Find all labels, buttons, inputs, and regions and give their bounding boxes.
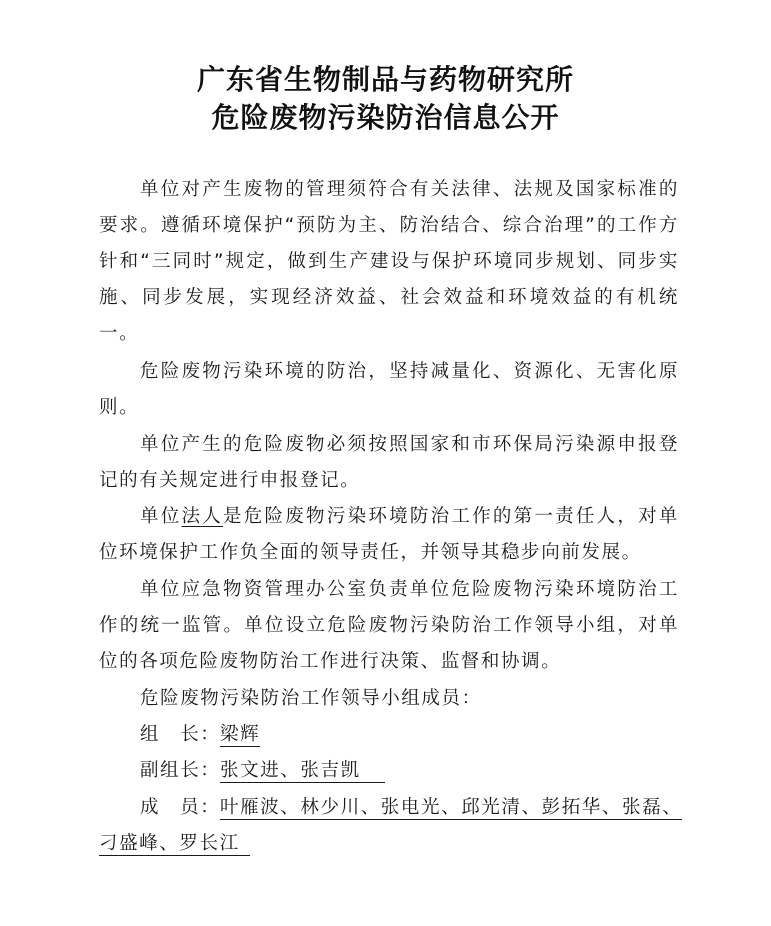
paragraph-group-members-intro: 危险废物污染防治工作领导小组成员：	[140, 688, 482, 709]
leader-row	[140, 717, 260, 753]
paragraph-supervision: 单位应急物资管理办公室负责单位危险废物污染环境防治工作的统一监管。单位设立危险废物污染防治工作领导小组，对单位的各项危险废物防治工作进行决策、监督和协调。	[99, 579, 679, 672]
deputy-label: 副组长：	[140, 760, 221, 781]
members-row-continued	[99, 826, 250, 862]
leader-name: 梁辉	[220, 724, 261, 745]
document-title-line1: 广东省生物制品与药物研究所	[196, 63, 574, 96]
paragraph-registration: 单位产生的危险废物必须按照国家和市环保局污染源申报登记的有关规定进行申报登记。	[99, 434, 679, 491]
members-row	[140, 790, 682, 826]
paragraph-responsibility	[99, 499, 679, 571]
responsibility-suffix: 是危险废物污染环境防治工作的第一责任人，对单位环境保护工作负全面的领导责任，并领导其稳步向前发展。	[99, 506, 680, 563]
deputy-row	[140, 753, 385, 789]
responsibility-prefix: 单位	[140, 506, 182, 527]
members-names-line2: 刁盛峰、罗长江	[99, 833, 250, 856]
paragraph-management-principles: 单位对产生废物的管理须符合有关法律、法规及国家标准的要求。遵循环境保护“预防为主、防治结合、综合治理”的工作方针和“三同时”规定，做到生产建设与保护环境同步规划、同步实施、同步发展，实现经济效益、社会效益和环境效益的有机统一。	[99, 179, 679, 344]
deputy-names: 张文进、张吉凯	[220, 760, 385, 783]
paragraph-prevention-principles: 危险废物污染环境的防治，坚持减量化、资源化、无害化原则。	[99, 361, 679, 418]
leader-label: 组 长：	[140, 724, 221, 745]
members-names-line1: 叶雁波、林少川、张电光、邱光清、彭拓华、张磊、	[220, 797, 683, 818]
members-label: 成 员：	[140, 797, 221, 818]
legal-person-underlined: 法人	[181, 506, 224, 527]
document-title-line2: 危险废物污染防治信息公开	[211, 101, 560, 134]
